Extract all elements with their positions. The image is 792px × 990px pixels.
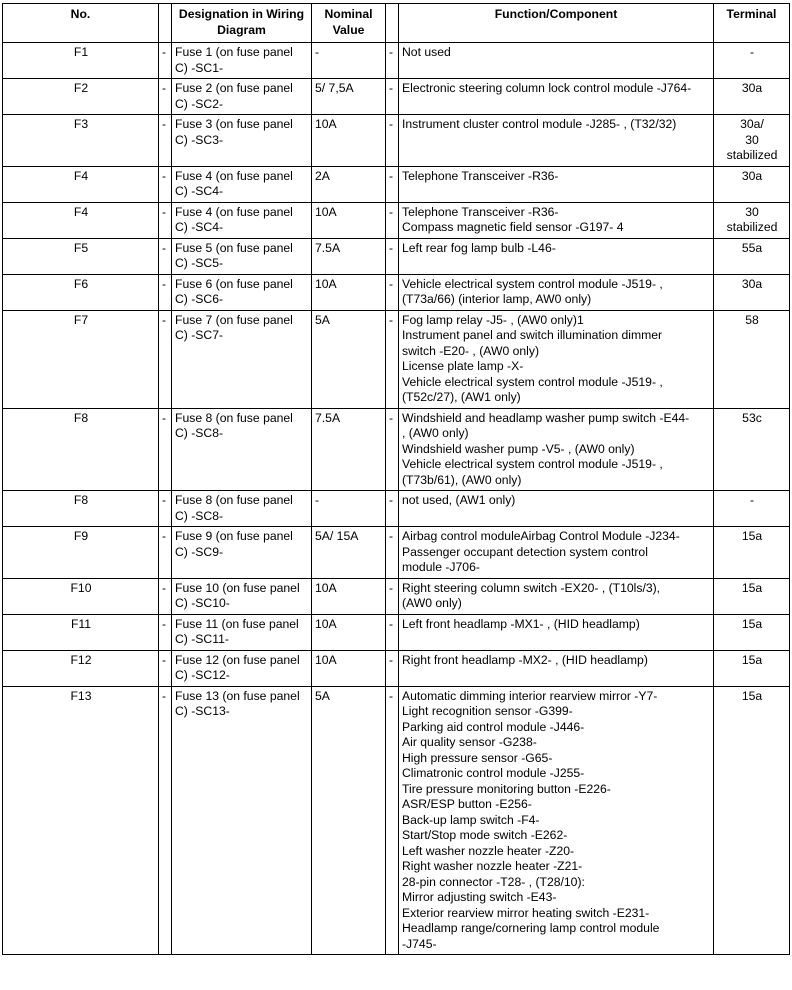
separator-dash: - <box>159 202 172 238</box>
fuse-number: F5 <box>3 238 159 274</box>
table-row <box>3 166 790 202</box>
nominal-value-cell: 10A <box>312 202 386 238</box>
separator-dash: - <box>159 686 172 955</box>
function-cell: Airbag control moduleAirbag Control Module -J234- Passenger occupant detection system control module -J706- <box>399 527 714 579</box>
table-row <box>3 578 790 614</box>
separator-dash: - <box>386 310 399 408</box>
table-row <box>3 686 790 955</box>
nominal-value-cell: 5A <box>312 686 386 955</box>
function-cell: Electronic steering column lock control module -J764- <box>399 79 714 115</box>
nominal-value-cell: 10A <box>312 650 386 686</box>
nominal-value-cell: 10A <box>312 115 386 167</box>
table-row <box>3 274 790 310</box>
function-cell: Telephone Transceiver -R36- Compass magnetic field sensor -G197- 4 <box>399 202 714 238</box>
separator-dash: - <box>159 238 172 274</box>
nominal-value-cell: 7.5A <box>312 238 386 274</box>
nominal-value-cell: 2A <box>312 166 386 202</box>
fuse-number: F4 <box>3 166 159 202</box>
fuse-number: F8 <box>3 491 159 527</box>
separator-dash: - <box>386 686 399 955</box>
terminal-cell: - <box>714 491 790 527</box>
separator-dash: - <box>386 274 399 310</box>
function-cell: Left front headlamp -MX1- , (HID headlamp) <box>399 614 714 650</box>
designation-cell: Fuse 6 (on fuse panel C) -SC6- <box>172 274 312 310</box>
nominal-value-cell: 5/ 7,5A <box>312 79 386 115</box>
header-function: Function/Component <box>399 4 714 43</box>
header-nominal-value: Nominal Value <box>312 4 386 43</box>
nominal-value-cell: 10A <box>312 578 386 614</box>
terminal-cell: 30a/ 30 stabilized <box>714 115 790 167</box>
separator-dash: - <box>386 614 399 650</box>
separator-dash: - <box>159 115 172 167</box>
header-terminal: Terminal <box>714 4 790 43</box>
terminal-cell: - <box>714 43 790 79</box>
fuse-rows <box>3 43 790 955</box>
designation-cell: Fuse 11 (on fuse panel C) -SC11- <box>172 614 312 650</box>
designation-cell: Fuse 3 (on fuse panel C) -SC3- <box>172 115 312 167</box>
table-row <box>3 43 790 79</box>
separator-dash: - <box>386 115 399 167</box>
separator-dash: - <box>386 650 399 686</box>
fuse-number: F10 <box>3 578 159 614</box>
fuse-number: F8 <box>3 408 159 491</box>
table-row <box>3 310 790 408</box>
fuse-number: F13 <box>3 686 159 955</box>
nominal-value-cell: - <box>312 491 386 527</box>
fuse-number: F11 <box>3 614 159 650</box>
fuse-number: F12 <box>3 650 159 686</box>
terminal-cell: 30a <box>714 79 790 115</box>
table-row <box>3 408 790 491</box>
designation-cell: Fuse 4 (on fuse panel C) -SC4- <box>172 166 312 202</box>
separator-dash: - <box>159 43 172 79</box>
separator-dash: - <box>159 408 172 491</box>
terminal-cell: 15a <box>714 527 790 579</box>
separator-dash: - <box>159 491 172 527</box>
terminal-cell: 58 <box>714 310 790 408</box>
header-dash <box>159 4 172 43</box>
separator-dash: - <box>159 310 172 408</box>
function-cell: Left rear fog lamp bulb -L46- <box>399 238 714 274</box>
separator-dash: - <box>159 79 172 115</box>
fuse-number: F4 <box>3 202 159 238</box>
designation-cell: Fuse 8 (on fuse panel C) -SC8- <box>172 491 312 527</box>
designation-cell: Fuse 8 (on fuse panel C) -SC8- <box>172 408 312 491</box>
function-cell: Right steering column switch -EX20- , (T10ls/3), (AW0 only) <box>399 578 714 614</box>
table-row <box>3 202 790 238</box>
separator-dash: - <box>386 202 399 238</box>
table-row <box>3 491 790 527</box>
terminal-cell: 15a <box>714 578 790 614</box>
designation-cell: Fuse 4 (on fuse panel C) -SC4- <box>172 202 312 238</box>
table-row <box>3 238 790 274</box>
separator-dash: - <box>159 578 172 614</box>
fuse-number: F6 <box>3 274 159 310</box>
header-designation: Designation in Wiring Diagram <box>172 4 312 43</box>
terminal-cell: 15a <box>714 686 790 955</box>
fuse-number: F3 <box>3 115 159 167</box>
table-row <box>3 79 790 115</box>
separator-dash: - <box>386 527 399 579</box>
header-row <box>3 4 790 43</box>
terminal-cell: 53c <box>714 408 790 491</box>
fuse-table <box>2 3 790 955</box>
table-row <box>3 115 790 167</box>
designation-cell: Fuse 2 (on fuse panel C) -SC2- <box>172 79 312 115</box>
separator-dash: - <box>159 274 172 310</box>
separator-dash: - <box>386 166 399 202</box>
header-dash <box>386 4 399 43</box>
terminal-cell: 30a <box>714 166 790 202</box>
function-cell: Not used <box>399 43 714 79</box>
terminal-cell: 15a <box>714 650 790 686</box>
separator-dash: - <box>159 527 172 579</box>
separator-dash: - <box>386 238 399 274</box>
table-row <box>3 527 790 579</box>
terminal-cell: 30a <box>714 274 790 310</box>
nominal-value-cell: 7.5A <box>312 408 386 491</box>
header-no: No. <box>3 4 159 43</box>
function-cell: Automatic dimming interior rearview mirror -Y7- Light recognition sensor -G399- Parking aid control module -J446- Air quality sensor -G238- High pressure sensor -G65- Climatronic control module -J255- Tire pressure monitoring button -E226- ASR/ESP button -E256- Back-up lamp switch -F4- Start/Stop mode switch -E262- Left washer nozzle heater -Z20- Right washer nozzle heater -Z21- 28-pin connector -T28- , (T28/10): Mirror adjusting switch -E43- Exterior rearview mirror heating switch -E231- Headlamp range/cornering lamp control module -J745- <box>399 686 714 955</box>
nominal-value-cell: 10A <box>312 274 386 310</box>
designation-cell: Fuse 12 (on fuse panel C) -SC12- <box>172 650 312 686</box>
nominal-value-cell: 10A <box>312 614 386 650</box>
function-cell: Instrument cluster control module -J285- , (T32/32) <box>399 115 714 167</box>
separator-dash: - <box>159 650 172 686</box>
function-cell: Windshield and headlamp washer pump switch -E44- , (AW0 only) Windshield washer pump -V5- , (AW0 only) Vehicle electrical system control module -J519- , (T73b/61), (AW0 only) <box>399 408 714 491</box>
designation-cell: Fuse 7 (on fuse panel C) -SC7- <box>172 310 312 408</box>
designation-cell: Fuse 10 (on fuse panel C) -SC10- <box>172 578 312 614</box>
designation-cell: Fuse 1 (on fuse panel C) -SC1- <box>172 43 312 79</box>
terminal-cell: 30 stabilized <box>714 202 790 238</box>
separator-dash: - <box>159 614 172 650</box>
fuse-number: F7 <box>3 310 159 408</box>
fuse-number: F2 <box>3 79 159 115</box>
terminal-cell: 55a <box>714 238 790 274</box>
table-row <box>3 650 790 686</box>
separator-dash: - <box>386 408 399 491</box>
terminal-cell: 15a <box>714 614 790 650</box>
nominal-value-cell: 5A <box>312 310 386 408</box>
separator-dash: - <box>386 79 399 115</box>
separator-dash: - <box>159 166 172 202</box>
designation-cell: Fuse 13 (on fuse panel C) -SC13- <box>172 686 312 955</box>
table-row <box>3 614 790 650</box>
separator-dash: - <box>386 491 399 527</box>
nominal-value-cell: 5A/ 15A <box>312 527 386 579</box>
fuse-number: F1 <box>3 43 159 79</box>
separator-dash: - <box>386 578 399 614</box>
function-cell: not used, (AW1 only) <box>399 491 714 527</box>
function-cell: Fog lamp relay -J5- , (AW0 only)1 Instrument panel and switch illumination dimmer switch -E20- , (AW0 only) License plate lamp -X- Vehicle electrical system control module -J519- , (T52c/27), (AW1 only) <box>399 310 714 408</box>
designation-cell: Fuse 5 (on fuse panel C) -SC5- <box>172 238 312 274</box>
fuse-number: F9 <box>3 527 159 579</box>
nominal-value-cell: - <box>312 43 386 79</box>
function-cell: Telephone Transceiver -R36- <box>399 166 714 202</box>
designation-cell: Fuse 9 (on fuse panel C) -SC9- <box>172 527 312 579</box>
function-cell: Vehicle electrical system control module -J519- , (T73a/66) (interior lamp, AW0 only) <box>399 274 714 310</box>
separator-dash: - <box>386 43 399 79</box>
function-cell: Right front headlamp -MX2- , (HID headlamp) <box>399 650 714 686</box>
